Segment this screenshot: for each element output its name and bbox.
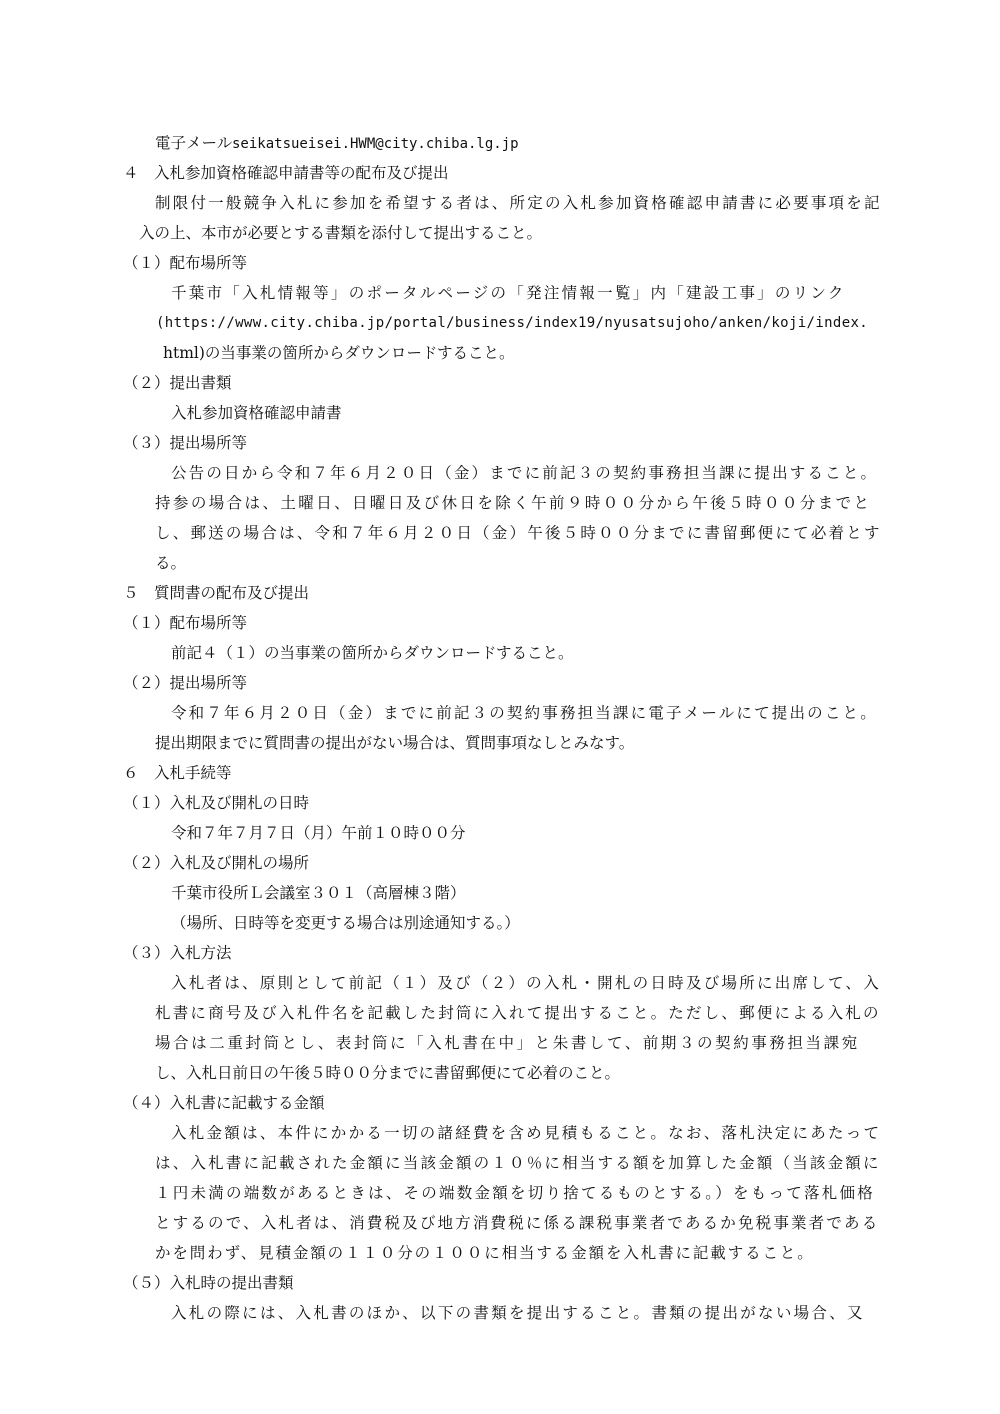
- s4-2-text: 入札参加資格確認申請書: [171, 404, 342, 422]
- s6-4-text-5: かを問わず、見積金額の１１０分の１００に相当する金額を入札書に記載すること。: [155, 1244, 815, 1262]
- s4-1-heading: （１）配布場所等: [123, 254, 248, 272]
- s6-2-text-1: 千葉市役所Ｌ会議室３０１（高層棟３階）: [171, 884, 466, 902]
- s6-4-text-1: 入札金額は、本件にかかる一切の諸経費を含め見積もること。なお、落札決定にあたって: [171, 1124, 882, 1142]
- email-label: 電子メール: [155, 134, 233, 152]
- s6-4-text-2: は、入札書に記載された金額に当該金額の１０％に相当する額を加算した金額（当該金額に: [155, 1154, 881, 1172]
- s4-1-text-2: (https://www.city.chiba.jp/portal/business/index19/nyusatsujoho/anken/koji/index.: [156, 315, 869, 331]
- s6-4-text-4: とするので、入札者は、消費税及び地方消費税に係る課税事業者であるか免税事業者である: [155, 1214, 880, 1232]
- s4-intro-2: 入の上、本市が必要とする書類を添付して提出すること。: [139, 224, 543, 242]
- s4-heading: ４ 入札参加資格確認申請書等の配布及び提出: [123, 164, 449, 182]
- s6-3-text-3: 場合は二重封筒とし、表封筒に「入札書在中」と朱書して、前期３の契約事務担当課宛: [155, 1034, 860, 1052]
- s6-heading: ６ 入札手続等: [123, 764, 232, 782]
- s6-4-text-3: １円未満の端数があるときは、その端数金額を切り捨てるものとする。）をもって落札価格: [155, 1184, 876, 1202]
- s4-3-text-2: 持参の場合は、土曜日、日曜日及び休日を除く午前９時００分から午後５時００分までと: [155, 494, 872, 512]
- email-address: seikatsueisei.HWM@city.chiba.lg.jp: [232, 136, 519, 152]
- s4-3-text-3: し、郵送の場合は、令和７年６月２０日（金）午後５時００分までに書留郵便にて必着とす: [155, 524, 882, 542]
- s5-heading: ５ 質問書の配布及び提出: [123, 584, 310, 602]
- s6-3-text-1: 入札者は、原則として前記（１）及び（２）の入札・開札の日時及び場所に出席して、入: [171, 974, 881, 992]
- s4-3-heading: （３）提出場所等: [123, 434, 248, 452]
- s5-2-text-1: 令和７年６月２０日（金）までに前記３の契約事務担当課に電子メールにて提出のこと。: [171, 704, 878, 722]
- s6-1-heading: （１）入札及び開札の日時: [123, 794, 310, 812]
- s6-2-heading: （２）入札及び開札の場所: [123, 854, 310, 872]
- s6-3-heading: （３）入札方法: [123, 944, 232, 962]
- s5-1-heading: （１）配布場所等: [123, 614, 248, 632]
- s4-3-text-4: る。: [155, 554, 187, 572]
- s6-5-text-1: 入札の際には、入札書のほか、以下の書類を提出すること。書類の提出がない場合、又: [171, 1304, 865, 1322]
- s6-3-text-4: し、入札日前日の午後５時００分までに書留郵便にて必着のこと。: [155, 1064, 621, 1082]
- s5-1-text: 前記４（１）の当事業の箇所からダウンロードすること。: [171, 644, 574, 662]
- s4-intro-1: 制限付一般競争入札に参加を希望する者は、所定の入札参加資格確認申請書に必要事項を記: [155, 194, 882, 212]
- s4-3-text-1: 公告の日から令和７年６月２０日（金）までに前記３の契約事務担当課に提出すること。: [171, 464, 879, 482]
- s5-2-text-2: 提出期限までに質問書の提出がない場合は、質問事項なしとみなす。: [155, 734, 635, 752]
- s6-1-text: 令和７年７月７日（月）午前１０時００分: [171, 824, 466, 842]
- s6-3-text-2: 札書に商号及び入札件名を記載した封筒に入れて提出すること。ただし、郵便による入札の: [155, 1004, 881, 1022]
- s5-2-heading: （２）提出場所等: [123, 674, 248, 692]
- s6-5-heading: （５）入札時の提出書類: [123, 1274, 294, 1292]
- s4-2-heading: （２）提出書類: [123, 374, 232, 392]
- s4-1-text-3: html)の当事業の箇所からダウンロードすること。: [163, 344, 515, 362]
- s6-2-text-2: （場所、日時等を変更する場合は別途通知する。）: [171, 914, 520, 932]
- s4-1-text-1: 千葉市「入札情報等」のポータルページの「発注情報一覧」内「建設工事」のリンク: [171, 284, 846, 302]
- s6-4-heading: （４）入札書に記載する金額: [123, 1094, 325, 1112]
